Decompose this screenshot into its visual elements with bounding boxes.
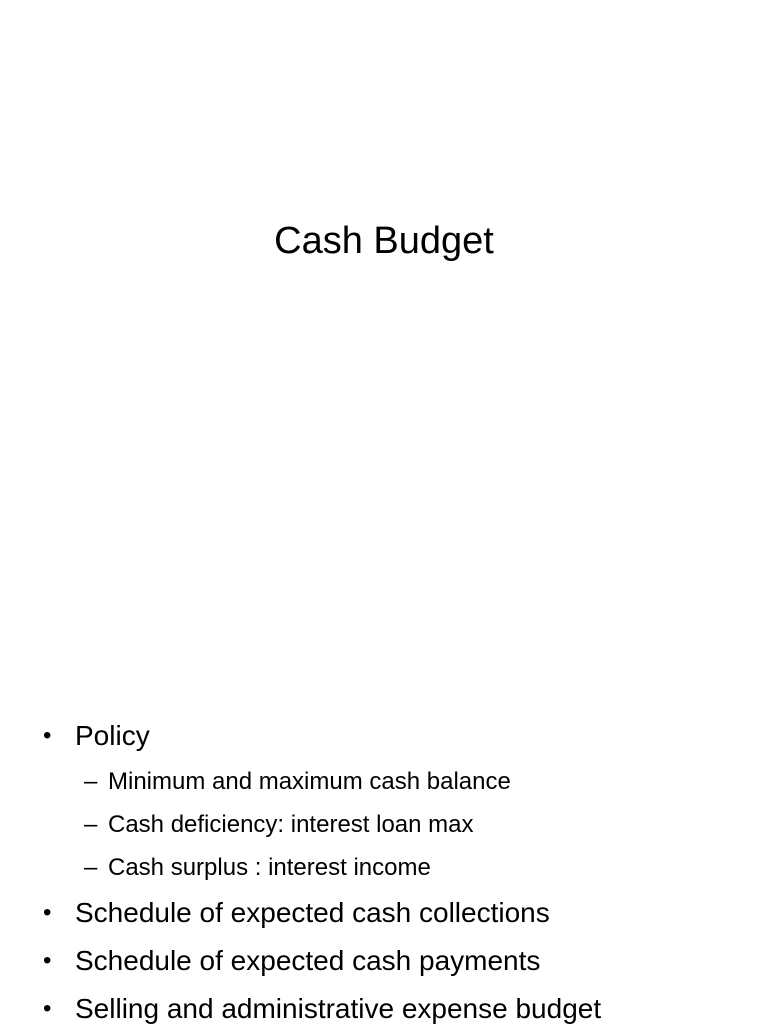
sub-bullet-label: Minimum and maximum cash balance (108, 768, 511, 795)
sub-bullet-list (0, 760, 768, 889)
bullet-icon: • (43, 899, 52, 926)
dash-icon: – (84, 854, 98, 881)
sub-bullet-label: Cash surplus : interest income (108, 854, 431, 881)
slide-title: Cash Budget (274, 220, 494, 262)
bullet-icon: • (43, 947, 52, 974)
sub-list-item (0, 846, 768, 889)
bullet-label: Selling and administrative expense budget (75, 993, 602, 1024)
dash-icon: – (84, 768, 98, 795)
bullet-icon: • (43, 995, 52, 1022)
bullet-icon: • (43, 722, 52, 749)
list-item (0, 889, 768, 937)
bullet-label: Schedule of expected cash payments (75, 945, 541, 976)
sub-list-item (0, 803, 768, 846)
dash-icon: – (84, 811, 98, 838)
sub-bullet-label: Cash deficiency: interest loan max (108, 811, 474, 838)
list-item (0, 937, 768, 985)
sub-list-item (0, 760, 768, 803)
list-item-policy (0, 712, 768, 889)
bullet-label: Policy (75, 720, 150, 751)
list-item (0, 985, 768, 1024)
bullet-label: Schedule of expected cash collections (75, 897, 550, 928)
bullet-list (0, 712, 768, 1024)
